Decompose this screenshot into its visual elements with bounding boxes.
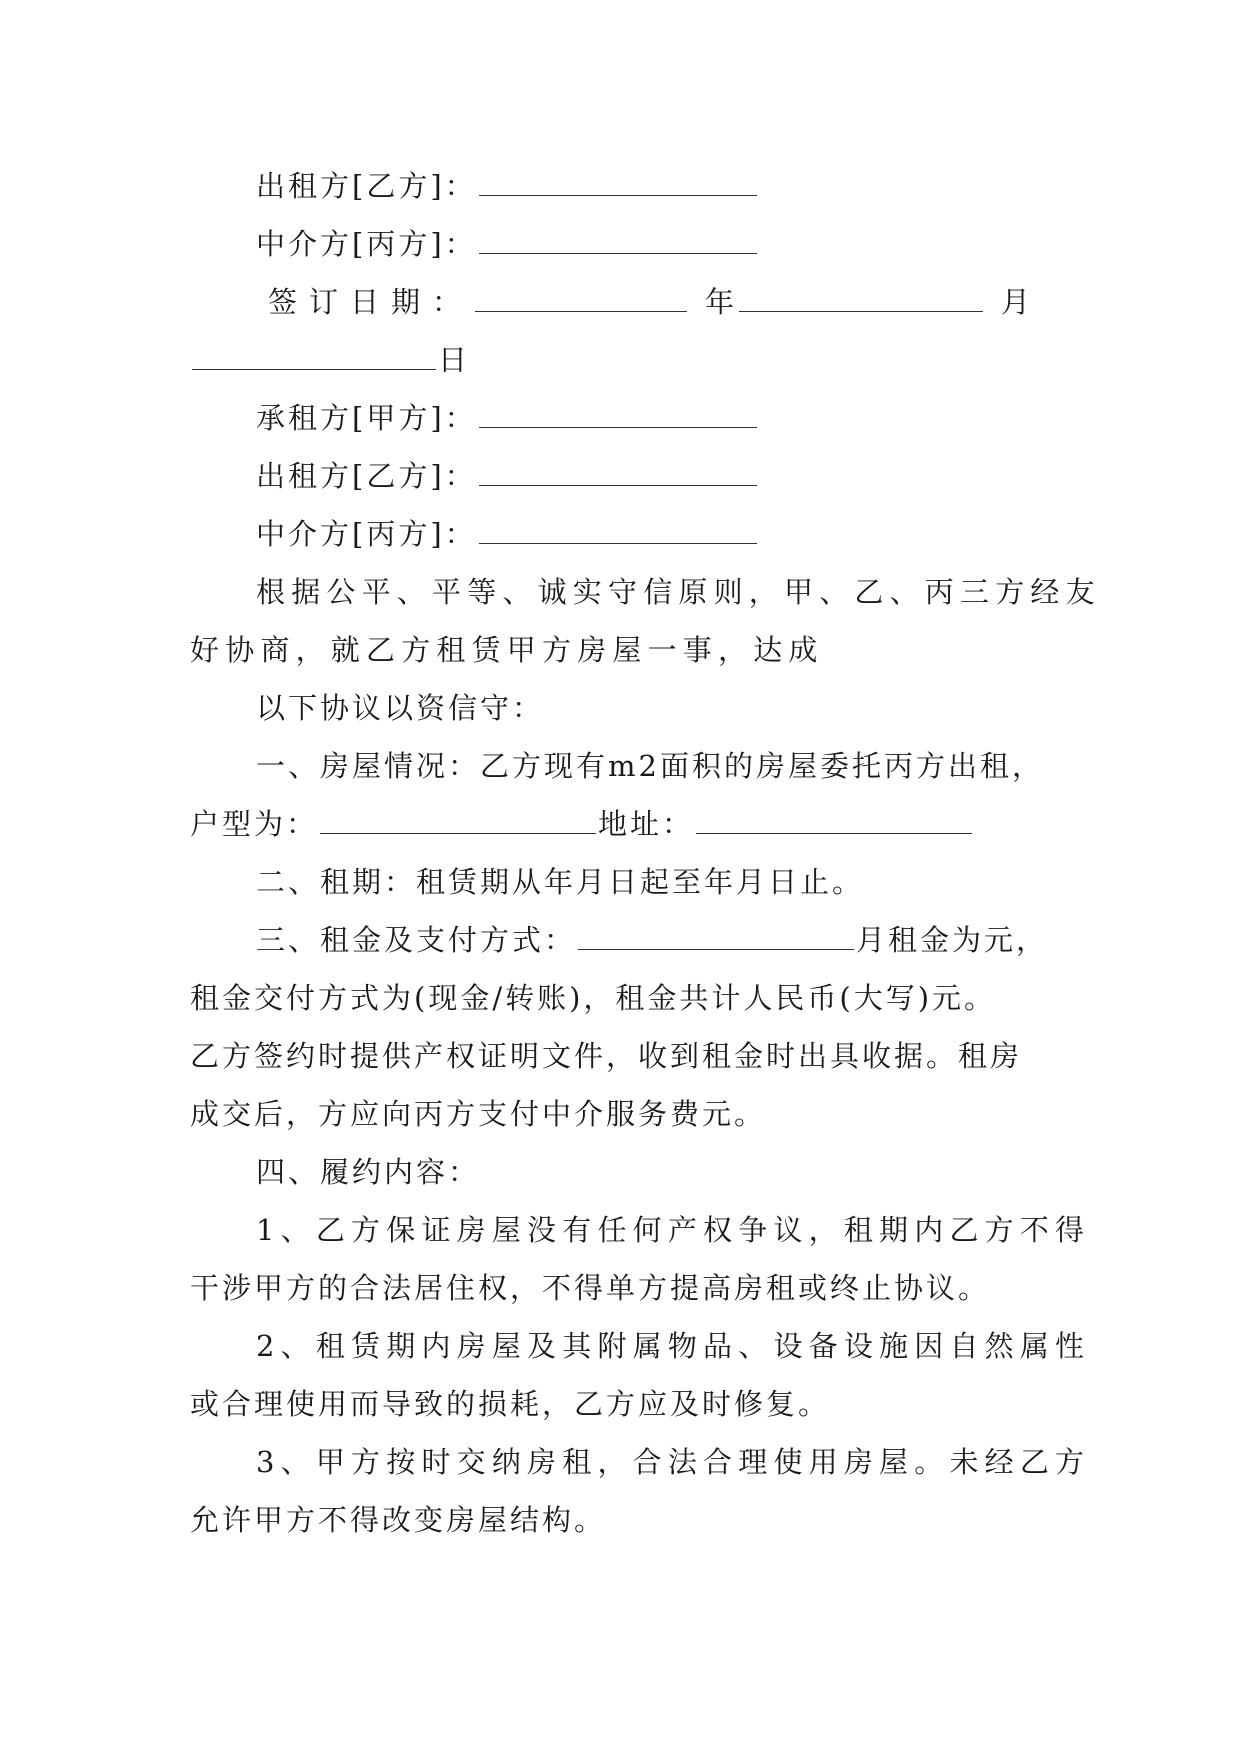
signing-date-label: 签订日期： <box>268 285 474 319</box>
agent-line-top <box>190 215 1060 273</box>
clause-4-item-2-line-2: 或合理使用而导致的损耗，乙方应及时修复。 <box>190 1387 831 1421</box>
clause-4-item-2-line-1: 2、租赁期内房屋及其附属物品、设备设施因自然属性 <box>256 1329 1091 1363</box>
lessor-blank <box>479 175 757 196</box>
clause-1-line-2 <box>190 795 1060 853</box>
clause-4-item-3-line-1: 3、甲方按时交纳房租，合法合理使用房屋。未经乙方 <box>256 1445 1091 1479</box>
clause-2: 二、租期：租赁期从年月日起至年月日止。 <box>256 865 865 899</box>
lessor-line-top <box>190 157 1060 215</box>
lessee-blank <box>479 407 757 428</box>
agent-label: 中介方[丙方]： <box>256 517 477 551</box>
lessor-blank <box>479 465 757 486</box>
signing-date-line <box>190 273 1060 331</box>
agent-line <box>190 505 1060 563</box>
year-label: 年 <box>705 285 738 319</box>
monthly-rent-text: 月租金为元， <box>856 923 1049 957</box>
signing-date-day-line <box>190 331 1060 389</box>
house-type-blank <box>320 813 596 834</box>
day-blank <box>192 349 436 370</box>
clause-4-item-1-line-1: 1、乙方保证房屋没有任何产权争议，租期内乙方不得 <box>256 1213 1091 1247</box>
intro-line-2: 好协商，就乙方租赁甲方房屋一事，达成 <box>190 633 824 667</box>
clause-3-line-2: 租金交付方式为(现金/转账)，租金共计人民币(大写)元。 <box>190 981 997 1015</box>
intro-line-1: 根据公平、平等、诚实守信原则，甲、乙、丙三方经友 <box>256 575 1101 609</box>
month-blank <box>739 291 983 312</box>
clause-3-line-1 <box>190 911 1060 969</box>
address-label: 地址： <box>598 807 695 841</box>
lessor-line <box>190 447 1060 505</box>
address-blank <box>696 813 972 834</box>
agent-blank <box>479 233 757 254</box>
lessee-label: 承租方[甲方]： <box>256 401 477 435</box>
agent-label: 中介方[丙方]： <box>256 227 477 261</box>
document-body <box>190 157 1101 1549</box>
agent-blank <box>479 523 757 544</box>
clause-4-title: 四、履约内容： <box>256 1155 481 1189</box>
intro-line-3: 以下协议以资信守： <box>256 691 545 725</box>
clause-4-item-3-line-2: 允许甲方不得改变房屋结构。 <box>190 1503 607 1537</box>
lessee-line <box>190 389 1060 447</box>
month-label: 月 <box>1001 285 1034 319</box>
rent-label: 三、租金及支付方式： <box>256 923 577 957</box>
clause-3-line-3: 乙方签约时提供产权证明文件，收到租金时出具收据。租房 <box>190 1039 1023 1073</box>
clause-3-line-4: 成交后，方应向丙方支付中介服务费元。 <box>190 1097 767 1131</box>
clause-4-item-1-line-2: 干涉甲方的合法居住权，不得单方提高房租或终止协议。 <box>190 1271 991 1305</box>
clause-1-line-1: 一、房屋情况：乙方现有m2面积的房屋委托丙方出租， <box>256 749 1044 783</box>
house-type-label: 户型为： <box>190 807 319 841</box>
year-blank <box>475 291 687 312</box>
lessor-label: 出租方[乙方]： <box>256 169 477 203</box>
day-label: 日 <box>438 343 471 377</box>
lessor-label: 出租方[乙方]： <box>256 459 477 493</box>
rent-blank <box>578 929 854 950</box>
